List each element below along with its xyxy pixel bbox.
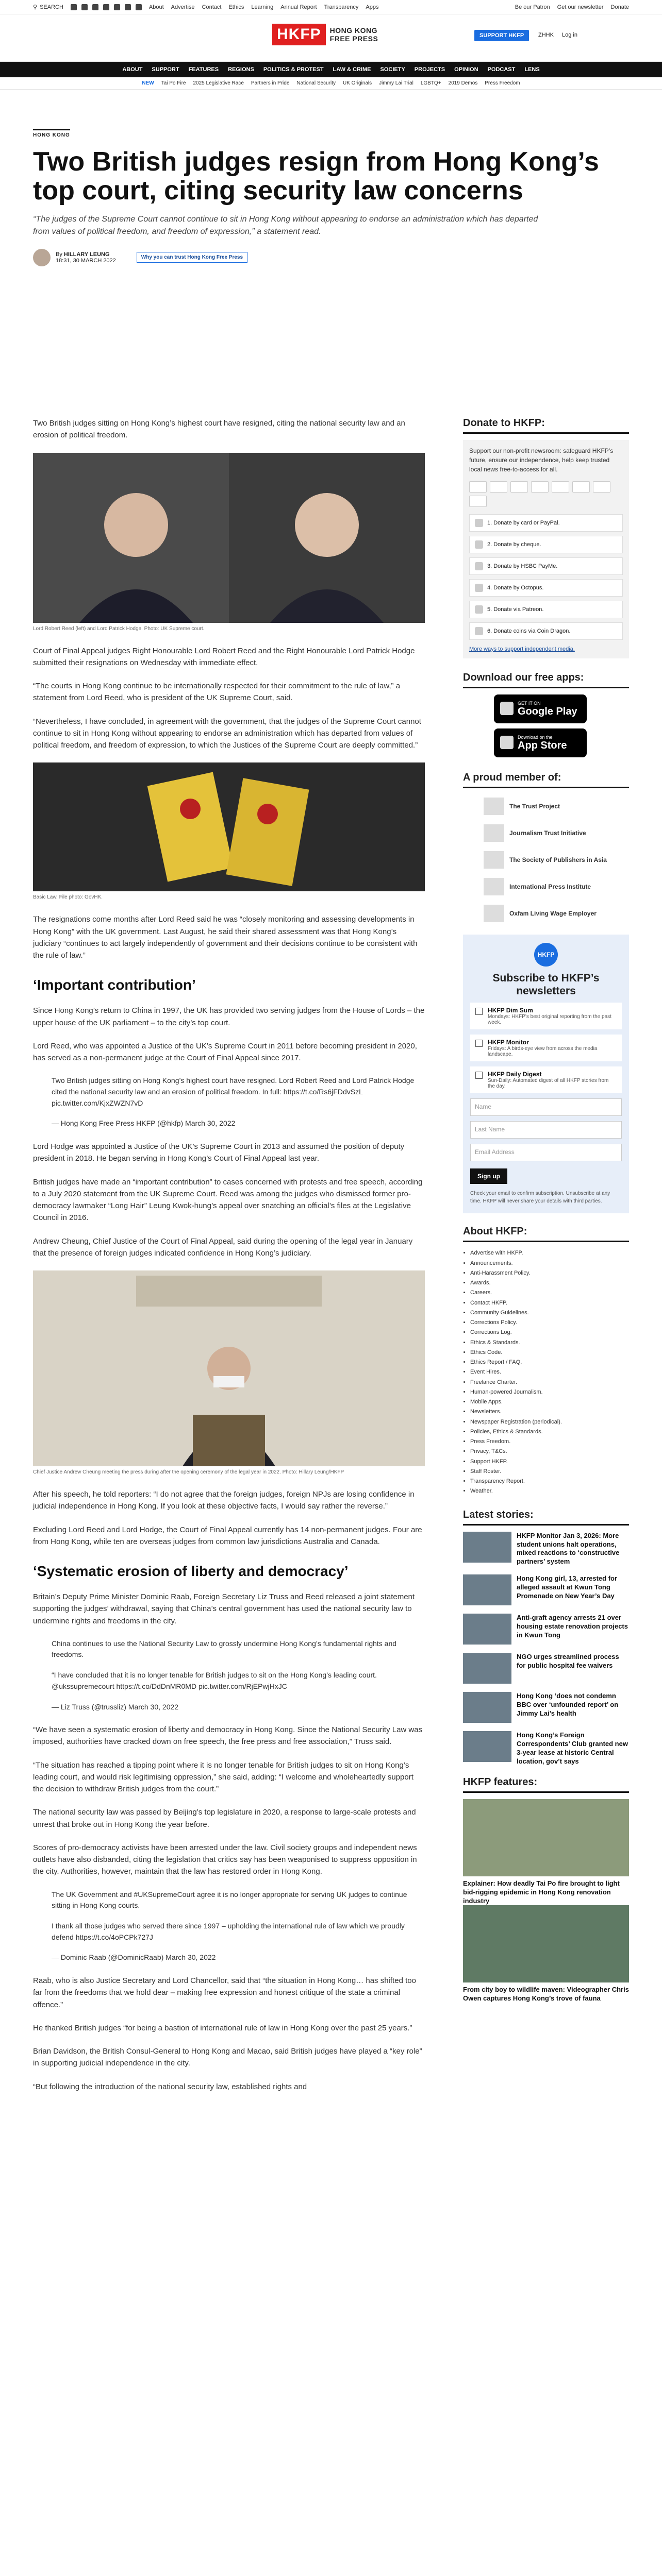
nav-item[interactable]: LAW & CRIME	[333, 66, 371, 73]
about-link[interactable]: • Policies, Ethics & Standards.	[470, 1427, 629, 1437]
latest-story[interactable]	[463, 1532, 629, 1567]
section-heading: ‘Systematic erosion of liberty and democracy’	[33, 1563, 349, 1579]
byline	[33, 249, 629, 266]
sidebar	[463, 417, 629, 2003]
paragraph: “But following the introduction of the national security law, established rights and	[33, 2082, 307, 2091]
member-name: Oxfam Living Wage Employer	[509, 910, 597, 917]
hkfp-badge: HKFP	[534, 943, 558, 967]
donate-link[interactable]: Donate	[610, 4, 629, 10]
utility-link[interactable]: Ethics	[228, 4, 244, 10]
embedded-tweet	[52, 1075, 425, 1129]
nav-item[interactable]: POLITICS & PROTEST	[263, 66, 324, 73]
logo-wordmark	[330, 26, 378, 43]
about-link[interactable]: • Advertise with HKFP.	[470, 1248, 629, 1258]
about-link[interactable]: • Ethics & Standards.	[470, 1338, 629, 1348]
newsletter-signup	[463, 935, 629, 1213]
payme-icon	[475, 562, 483, 570]
story-title: Hong Kong ‘does not condemn BBC over ‘unfounded report’ on Jimmy Lai’s health	[517, 1692, 619, 1717]
utility-link[interactable]: Annual Report	[280, 4, 317, 10]
member-logo[interactable]	[484, 851, 629, 869]
article-standfirst: “The judges of the Supreme Court cannot continue to sit in Hong Kong without appearing to endorse an administration which has departed from values of political freedom, and freedom of expression,” a statement read.	[33, 215, 538, 236]
about-link[interactable]: • Awards.	[470, 1278, 629, 1288]
donate-option[interactable]	[469, 622, 623, 640]
site-logo[interactable]	[272, 24, 378, 45]
embedded-tweet	[52, 1889, 425, 1963]
twitter-icon[interactable]	[81, 4, 88, 10]
utility-right-links	[515, 4, 629, 10]
nav-item[interactable]: OPINION	[454, 66, 478, 73]
more-ways-link[interactable]: More ways to support independent media.	[469, 646, 575, 652]
byline-prefix: By	[56, 251, 62, 258]
checkbox[interactable]	[475, 1008, 483, 1015]
photo-caption: Chief Justice Andrew Cheung meeting the press during after the opening ceremony of the legal year in 2022. Photo: Hillary Leung/HKFP	[33, 1469, 344, 1475]
utility-link[interactable]: Advertise	[171, 4, 195, 10]
feature-title: From city boy to wildlife maven: Videographer Chris Owen captures Hong Kong’s trove of fauna	[463, 1986, 629, 2003]
photo-caption: Lord Robert Reed (left) and Lord Patrick Hodge. Photo: UK Supreme court.	[33, 625, 205, 632]
donate-heading: Donate to HKFP:	[463, 417, 629, 434]
logo-line-2: FREE PRESS	[329, 35, 378, 43]
newsletter-desc: Mondays: HKFP’s best original reporting from the past week.	[488, 1014, 611, 1026]
cheque-icon	[475, 540, 483, 549]
trending-nav	[0, 77, 662, 90]
features-heading: HKFP features:	[463, 1776, 629, 1793]
member-logo[interactable]	[484, 905, 629, 922]
about-link[interactable]: • Ethics Code.	[470, 1348, 629, 1358]
paragraph: Raab, who is also Justice Secretary and Lord Chancellor, said that “the situation in Hong Kong… has shifted too far from the freedoms that we hold dear – making free expression and honest critique of the state a criminal offence.”	[33, 1976, 416, 2009]
paragraph: Lord Reed, who was appointed a Justice of the UK’s Supreme Court in 2011 before becoming president in 2020, has served as a non-permanent judge at the Court of Final Appeal since 2017.	[33, 1041, 417, 1062]
member-name: The Society of Publishers in Asia	[509, 856, 607, 863]
newsletter-name: HKFP Daily Digest	[488, 1071, 542, 1078]
card-icon	[475, 519, 483, 527]
sopa-icon	[484, 851, 504, 869]
store-name: App Store	[518, 739, 567, 751]
search-toggle[interactable]: ⚲ SEARCH	[33, 4, 63, 10]
social-links	[71, 4, 142, 10]
about-link[interactable]: • Mobile Apps.	[470, 1397, 629, 1407]
feature-title: Explainer: How deadly Tai Po fire brought to light bid-rigging epidemic in Hong Kong renovation industry	[463, 1879, 620, 1905]
utility-link[interactable]: Apps	[366, 4, 379, 10]
donate-option[interactable]	[469, 536, 623, 553]
signup-note: Check your email to confirm subscription. Unsubscribe at any time. HKFP will never share your details with third parties.	[470, 1191, 610, 1204]
instagram-icon[interactable]	[92, 4, 98, 10]
ipi-icon	[484, 878, 504, 895]
donate-option[interactable]	[469, 601, 623, 618]
about-link[interactable]: • Careers.	[470, 1288, 629, 1298]
trending-item[interactable]: Partners in Pride	[251, 80, 290, 86]
search-icon: ⚲	[33, 4, 38, 10]
applepay-icon	[552, 481, 569, 493]
coin-icon	[475, 627, 483, 635]
tweet-text: I thank all those judges who served there since 1997 – upholding the international rule of law which we proudly defend https://t.co/4oPCPk727J	[52, 1922, 405, 1941]
octopus-icon	[469, 496, 487, 507]
newsletter-link[interactable]: Get our newsletter	[557, 4, 604, 10]
nav-item[interactable]: FEATURES	[188, 66, 219, 73]
apple-icon	[500, 736, 514, 749]
jti-icon	[484, 824, 504, 842]
about-link[interactable]: • Corrections Policy.	[470, 1318, 629, 1328]
tweet-text: “I have concluded that it is no longer tenable for British judges to sit on the Hong Kong’s leading court. @ukssupremecourt https://t.co/DdDnMR0MD pic.twitter.com/RjEPwjHxJC	[52, 1671, 377, 1690]
trending-item[interactable]: UK Originals	[342, 80, 372, 86]
paragraph: Since Hong Kong’s return to China in 1997, the UK has provided two serving judges from the House of Lords – the upper house of the UK parliament – to the city’s top court.	[33, 1006, 425, 1027]
about-link[interactable]: • Freelance Charter.	[470, 1378, 629, 1387]
newsletter-option[interactable]	[470, 1003, 622, 1029]
nav-item[interactable]: SOCIETY	[380, 66, 405, 73]
nav-item[interactable]: LENS	[524, 66, 540, 73]
member-logo[interactable]	[484, 824, 629, 842]
paragraph: Britain’s Deputy Prime Minister Dominic Raab, Foreign Secretary Liz Truss and Reed released a joint statement supporting the judges’ withdrawal, saying that China’s central government has used the national security law to undermine rights and freedoms in the city.	[33, 1592, 415, 1625]
feature-image	[463, 1905, 629, 1982]
donate-text: Support our non-profit newsroom: safeguard HKFP’s future, ensure our independence, help keep trusted local news free-to-access for all.	[469, 447, 614, 473]
octopus-icon	[475, 584, 483, 592]
trending-item[interactable]: Jimmy Lai Trial	[379, 80, 413, 86]
language-switch[interactable]: ZHHK	[538, 32, 554, 38]
checkbox[interactable]	[475, 1072, 483, 1079]
about-link[interactable]: • Announcements.	[470, 1259, 629, 1268]
oxfam-icon	[484, 905, 504, 922]
donate-option-label: 1. Donate by card or PayPal.	[487, 520, 560, 526]
about-link[interactable]: • Newsletters.	[470, 1407, 629, 1417]
last-name-input[interactable]: Last Name	[470, 1121, 622, 1139]
paragraph: “Nevertheless, I have concluded, in agreement with the government, that the judges of the Supreme Court cannot continue to sit in Hong Kong without appearing to endorse an administration which has departed from values of political freedom, and freedom of expression, to which the Justices of the Supreme Court are deeply committed.”	[33, 717, 421, 750]
about-links	[463, 1248, 629, 1496]
name-input[interactable]: Name	[470, 1098, 622, 1116]
photo-caption: Basic Law. File photo: GovHK.	[33, 894, 103, 901]
paragraph: “We have seen a systematic erosion of liberty and democracy in Hong Kong. Since the National Security Law was imposed, authorities have cracked down on free speech, the free press and free association,” Truss said.	[33, 1725, 423, 1747]
section-heading: ‘Important contribution’	[33, 977, 196, 993]
trending-item[interactable]: 2025 Legislative Race	[193, 80, 244, 86]
paragraph: He thanked British judges “for being a bastion of international rule of law in Hong Kong over the past 25 years.”	[33, 2023, 412, 2032]
store-caption: GET IT ON	[518, 700, 541, 706]
paragraph: Lord Hodge was appointed a Justice of the UK’s Supreme Court in 2013 and assumed the position of deputy president in 2018. He began serving in Hong Kong’s Court of Final Appeal last year.	[33, 1142, 405, 1163]
utility-link[interactable]: About	[148, 4, 164, 10]
member-name: International Press Institute	[509, 883, 591, 890]
support-hkfp-button[interactable]: SUPPORT HKFP	[474, 30, 529, 41]
patreon-icon	[475, 605, 483, 614]
donate-box	[463, 440, 629, 658]
author-link[interactable]: HILLARY LEUNG	[63, 251, 110, 258]
utility-link[interactable]: Transparency	[324, 4, 359, 10]
nav-item[interactable]: SUPPORT	[152, 66, 179, 73]
about-link[interactable]: • Event Hires.	[470, 1367, 629, 1377]
byline-text	[56, 251, 116, 264]
trending-item[interactable]: LGBTQ+	[420, 80, 441, 86]
logo-mark: HKFP	[272, 24, 326, 45]
utility-link[interactable]: Contact	[202, 4, 222, 10]
about-link[interactable]: • Anti-Harassment Policy.	[470, 1268, 629, 1278]
latest-story[interactable]	[463, 1614, 629, 1645]
mastercard-icon	[469, 481, 487, 493]
trending-item[interactable]: Press Freedom	[485, 80, 520, 86]
author-avatar	[33, 249, 51, 266]
about-link[interactable]: • Staff Roster.	[470, 1467, 629, 1477]
about-link[interactable]: • Community Guidelines.	[470, 1308, 629, 1318]
story-thumbnail	[463, 1614, 511, 1645]
about-link[interactable]: • Support HKFP.	[470, 1457, 629, 1467]
payment-logos	[469, 481, 623, 507]
latest-story[interactable]	[463, 1653, 629, 1684]
main-nav	[0, 62, 662, 77]
paragraph: Court of Final Appeal judges Right Honourable Lord Robert Reed and the Right Honourable Lord Patrick Hodge submitted their resignations on Wednesday with immediate effect.	[33, 646, 415, 667]
paragraph: The national security law was passed by Beijing’s top legislature in 2020, a response to large-scale protests and unrest that broke out in Hong Kong the year before.	[33, 1808, 416, 1829]
app-store-button[interactable]	[494, 728, 587, 757]
about-link[interactable]: • Transparency Report.	[470, 1477, 629, 1486]
tweet-attribution: — Hong Kong Free Press HKFP (@hkfp) March 30, 2022	[52, 1119, 236, 1128]
donate-option[interactable]	[469, 579, 623, 597]
about-link[interactable]: • Press Freedom.	[470, 1437, 629, 1447]
site-header	[0, 14, 662, 62]
trending-item[interactable]: National Security	[296, 80, 336, 86]
facebook-icon[interactable]	[71, 4, 77, 10]
story-thumbnail	[463, 1731, 511, 1762]
paragraph: British judges have made an “important contribution” to cases concerned with protests and free speech, according to a July 2020 statement from the UK Supreme Court. Reed was among the judges who dismissed former pro-democracy lawmaker “Long Hair” Leung Kwok-hung’s appeal over snatching an official’s files at the Legislative Council in 2016.	[33, 1177, 423, 1223]
tweet-attribution: — Dominic Raab (@DominicRaab) March 30, 2022	[52, 1953, 216, 1962]
story-thumbnail	[463, 1574, 511, 1605]
member-logo[interactable]	[484, 798, 629, 815]
latest-story[interactable]	[463, 1731, 629, 1766]
donate-option[interactable]	[469, 514, 623, 532]
tweet-text: Two British judges sitting on Hong Kong’s highest court have resigned. Lord Robert Reed and Lord Patrick Hodge cited the national security law and an erosion of political freedom. In full: https://t.co/Rs6jFDdvSzL pic.twitter.com/KjxZWZN7vD	[52, 1076, 415, 1107]
tweet-text: The UK Government and #UKSupremeCourt agree it is no longer appropriate for serving UK judges to continue sitting in Hong Kong courts.	[52, 1890, 407, 1910]
rss-icon[interactable]	[136, 4, 142, 10]
newsletter-name: HKFP Dim Sum	[488, 1007, 533, 1014]
google-play-button[interactable]	[494, 694, 587, 723]
story-title: Hong Kong girl, 13, arrested for alleged assault at Kwun Tong Promenade on New Year’s Day	[517, 1574, 618, 1600]
about-link[interactable]: • Corrections Log.	[470, 1328, 629, 1337]
signup-button[interactable]: Sign up	[470, 1168, 507, 1184]
newsletter-title: Subscribe to HKFP’s newsletters	[492, 972, 600, 997]
trending-item[interactable]: Tai Po Fire	[161, 80, 186, 86]
feature-image	[463, 1799, 629, 1876]
article-body	[33, 417, 425, 2104]
donate-option-label: 5. Donate via Patreon.	[487, 606, 544, 613]
store-name: Google Play	[518, 705, 577, 717]
about-link[interactable]: • Ethics Report / FAQ.	[470, 1358, 629, 1367]
story-title: Anti-graft agency arrests 21 over housing estate renovation projects in Kwun Tong	[517, 1614, 628, 1639]
nav-item[interactable]: PROJECTS	[414, 66, 445, 73]
youtube-icon[interactable]	[103, 4, 109, 10]
member-logo[interactable]	[484, 878, 629, 895]
story-thumbnail	[463, 1653, 511, 1684]
telegram-icon[interactable]	[125, 4, 131, 10]
nav-item[interactable]: PODCAST	[487, 66, 516, 73]
nav-item[interactable]: ABOUT	[122, 66, 143, 73]
tweet-attribution: — Liz Truss (@trussliz) March 30, 2022	[52, 1702, 179, 1711]
store-caption: Download on the	[518, 734, 553, 740]
newsletter-name: HKFP Monitor	[488, 1039, 529, 1046]
members-heading: A proud member of:	[463, 772, 629, 788]
story-thumbnail	[463, 1532, 511, 1563]
latest-story[interactable]	[463, 1574, 629, 1605]
member-name: Journalism Trust Initiative	[509, 829, 586, 837]
paragraph: Two British judges sitting on Hong Kong’s highest court have resigned, citing the national security law and an erosion of political freedom.	[33, 419, 405, 440]
publish-date: 18:31, 30 MARCH 2022	[56, 257, 116, 264]
tweet-text: China continues to use the National Security Law to grossly undermine Hong Kong’s fundamental rights and freedoms.	[52, 1639, 397, 1659]
newsletter-desc: Sun-Daily: Automated digest of all HKFP stories from the day.	[488, 1078, 609, 1090]
paragraph: “The courts in Hong Kong continue to be internationally respected for their commitment to the rule of law,” a statement from Lord Reed, who is president of the UK Supreme Court, said.	[33, 682, 401, 703]
about-heading: About HKFP:	[463, 1226, 629, 1242]
embedded-tweet	[52, 1638, 425, 1713]
login-link[interactable]: Log in	[562, 32, 577, 38]
newsletter-option[interactable]	[470, 1066, 622, 1093]
about-link[interactable]: • Newspaper Registration (periodical).	[470, 1417, 629, 1427]
latest-story[interactable]	[463, 1692, 629, 1723]
utility-bar	[0, 0, 662, 14]
story-title: HKFP Monitor Jan 3, 2026: More student unions halt operations, mixed reactions to ‘constructive partners’ system	[517, 1531, 620, 1566]
nav-item[interactable]: REGIONS	[228, 66, 254, 73]
judges-photo	[33, 453, 425, 623]
paragraph: Brian Davidson, the British Consul-General to Hong Kong and Macao, said British judges have played a “key role” in supporting judicial independence in the city.	[33, 2047, 422, 2068]
about-link[interactable]: • Weather.	[470, 1486, 629, 1496]
linkedin-icon[interactable]	[114, 4, 120, 10]
apps-heading: Download our free apps:	[463, 672, 629, 688]
paragraph: Excluding Lord Reed and Lord Hodge, the Court of Final Appeal currently has 14 non-permanent judges. Four are from Hong Kong, while ten are overseas judges from common law jurisdictions Australia and Canada.	[33, 1525, 422, 1546]
visa-icon	[490, 481, 507, 493]
email-input[interactable]: Email Address	[470, 1144, 622, 1161]
chief-justice-photo	[33, 1270, 425, 1466]
patron-link[interactable]: Be our Patron	[515, 4, 550, 10]
latest-heading: Latest stories:	[463, 1509, 629, 1526]
paragraph: After his speech, he told reporters: “I do not agree that the foreign judges, foreign NPJs are losing confidence in judicial independence in Hong Kong. If you look at these objective facts, I would say rather the reverse.”	[33, 1490, 415, 1511]
chief-justice-illustration	[33, 1270, 425, 1466]
basic-law-illustration	[33, 762, 425, 891]
trending-item[interactable]: 2019 Demos	[448, 80, 478, 86]
article-header	[33, 129, 629, 266]
donate-option-label: 6. Donate coins via Coin Dragon.	[487, 628, 571, 634]
about-link[interactable]: • Human-powered Journalism.	[470, 1387, 629, 1397]
paypal-icon	[531, 481, 549, 493]
story-title: Hong Kong’s Foreign Correspondents’ Club granted new 3-year lease at historic Central location, gov’t says	[517, 1731, 628, 1765]
donate-option-label: 3. Donate by HSBC PayMe.	[487, 563, 558, 569]
feature-story[interactable]	[463, 1799, 629, 1906]
payme-icon	[593, 481, 610, 493]
about-link[interactable]: • Privacy, T&Cs.	[470, 1447, 629, 1456]
donate-option-label: 4. Donate by Octopus.	[487, 585, 544, 591]
utility-links	[149, 4, 379, 10]
logo-line-1: HONG KONG	[329, 26, 378, 35]
donate-option[interactable]	[469, 557, 623, 575]
judges-photo-illustration	[33, 453, 425, 623]
story-thumbnail	[463, 1692, 511, 1723]
trust-project-icon	[484, 798, 504, 815]
why-trust-button[interactable]: Why you can trust Hong Kong Free Press	[137, 252, 247, 263]
paragraph: The resignations come months after Lord Reed said he was “closely monitoring and assessing developments in Hong Kong” with the UK government. Last August, he said their shared assessment was that Hong Kong’s judiciary “continues to act largely independently of government and their decisions continue to be consistent with the rule of law.”	[33, 915, 418, 960]
about-link[interactable]: • Contact HKFP.	[470, 1298, 629, 1308]
google-play-icon	[500, 702, 514, 715]
paragraph: “The situation has reached a tipping point where it is no longer tenable for British judges to sit on Hong Kong’s leading court, and would risk legitimising oppression,” she said, adding: “I welcome and wholeheartedly support the decision to withdraw British judges from the court.”	[33, 1760, 413, 1794]
new-badge: NEW	[142, 80, 154, 86]
utility-link[interactable]: Learning	[251, 4, 274, 10]
article-title: Two British judges resign from Hong Kong’s top court, citing security law concerns	[33, 147, 599, 206]
googlepay-icon	[572, 481, 590, 493]
article-category[interactable]: HONG KONG	[33, 129, 70, 138]
feature-story[interactable]	[463, 1905, 629, 2003]
checkbox[interactable]	[475, 1040, 483, 1047]
paragraph: Scores of pro-democracy activists have been arrested under the law. Civil society groups and independent news outlets have also disbanded, citing the legislation that critics say has been weaponised to suppress opposition in the city. Authorities, however, maintain that the law has restored order in Hong Kong.	[33, 1843, 417, 1876]
paragraph: Andrew Cheung, Chief Justice of the Court of Final Appeal, said during the opening of the legal year in January that the presence of foreign judges indicated confidence in Hong Kong’s judiciary.	[33, 1236, 413, 1258]
basic-law-photo	[33, 762, 425, 891]
newsletter-option[interactable]	[470, 1035, 622, 1061]
amex-icon	[510, 481, 528, 493]
story-title: NGO urges streamlined process for public hospital fee waivers	[517, 1653, 619, 1670]
newsletter-desc: Fridays: A birds-eye view from across the media landscape.	[488, 1046, 598, 1058]
donate-option-label: 2. Donate by cheque.	[487, 541, 541, 548]
member-name: The Trust Project	[509, 803, 560, 810]
